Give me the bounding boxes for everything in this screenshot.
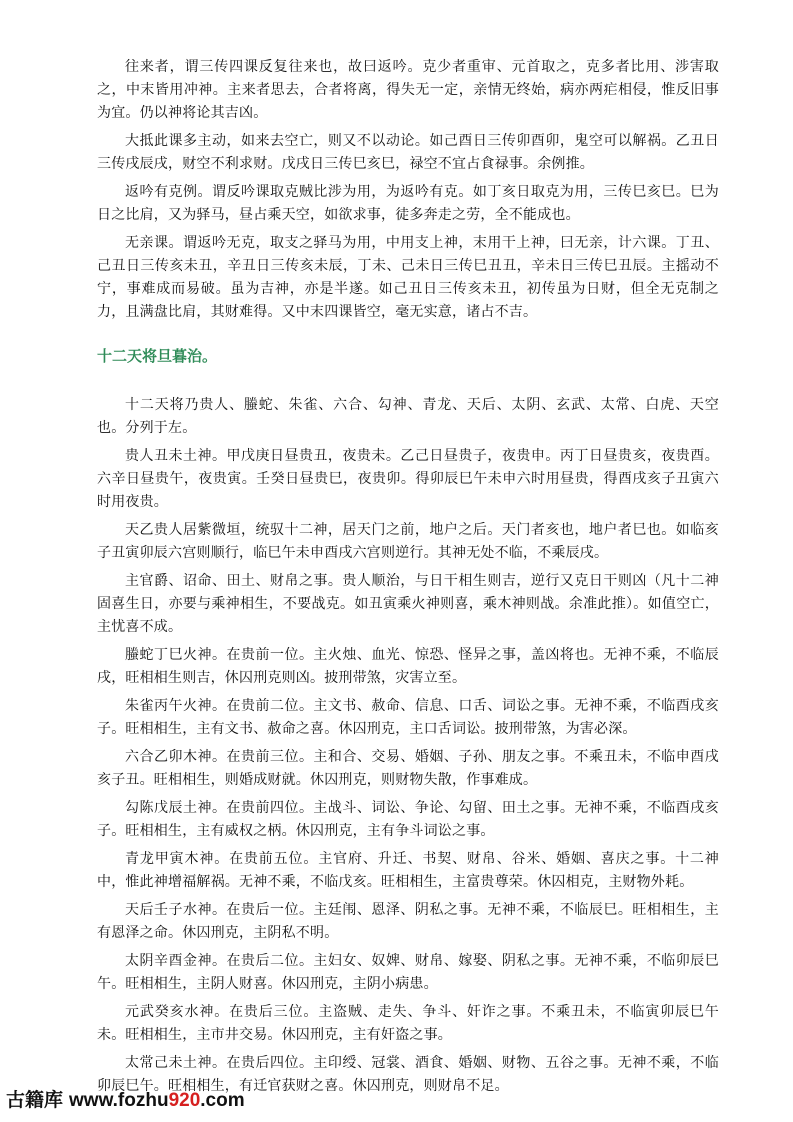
footer-site-name: 古籍库 bbox=[6, 1090, 64, 1111]
paragraph: 主官爵、诏命、田土、财帛之事。贵人顺治，与日干相生则吉，逆行又克日干则凶（凡十二神固喜生日，亦要与乘神相生，不要战克。如丑寅乘火神则喜，乘木神则战。余准此推）。如值空亡，主忧喜不成。 bbox=[97, 573, 719, 635]
paragraph: 十二天将乃贵人、螣蛇、朱雀、六合、勾神、青龙、天后、太阴、玄武、太常、白虎、天空也。分列于左。 bbox=[97, 397, 719, 436]
paragraph: 大抵此课多主动，如来去空亡，则又不以动论。如己酉日三传卯酉卯，鬼空可以解祸。乙丑日三传戌辰戌，财空不利求财。戊戌日三传巳亥巳，禄空不宜占食禄事。余例推。 bbox=[97, 133, 719, 172]
footer-url-accent: 920 bbox=[168, 1090, 201, 1111]
paragraph: 无亲课。谓返吟无克，取支之驿马为用，中用支上神，末用干上神，曰无亲，计六课。丁丑、己丑日三传亥未丑，辛丑日三传亥未辰，丁未、己未日三传巳丑丑，辛未日三传巳丑辰。主摇动不宁，事难成而易破。虽为吉神，亦是半遂。如己丑日三传亥未丑，初传虽为日财，但全无克制之力，且满盘比肩，其财难得。又中末四课皆空，毫无实意，诸占不吉。 bbox=[97, 235, 719, 320]
paragraph: 天后壬子水神。在贵后一位。主廷闱、恩泽、阴私之事。无神不乘，不临辰巳。旺相相生，主有恩泽之命。休囚刑克，主阴私不明。 bbox=[97, 902, 719, 941]
paragraph: 返吟有克例。谓反吟课取克贼比涉为用，为返吟有克。如丁亥日取克为用，三传巳亥巳。巳为日之比肩，又为驿马，昼占乘天空，如欲求事，徒多奔走之劳，全不能成也。 bbox=[97, 184, 719, 223]
paragraph: 朱雀丙午火神。在贵前二位。主文书、赦命、信息、口舌、词讼之事。无神不乘，不临酉戌亥子。旺相相生，主有文书、赦命之喜。休囚刑克，主口舌词讼。披刑带煞，为害必深。 bbox=[97, 698, 719, 737]
section-heading: 十二天将旦暮治。 bbox=[97, 347, 218, 365]
paragraph: 青龙甲寅木神。在贵前五位。主官府、升迁、书契、财帛、谷米、婚姻、喜庆之事。十二神中，惟此神增福解祸。无神不乘，不临戊亥。旺相相生，主富贵尊荣。休囚相克，主财物外耗。 bbox=[97, 851, 719, 890]
paragraph: 天乙贵人居紫微垣，统驭十二神，居天门之前，地户之后。天门者亥也，地户者巳也。如临亥子丑寅卯辰六宫则顺行，临巳午未申酉戌六宫则逆行。其神无处不临，不乘辰戌。 bbox=[97, 522, 719, 561]
paragraph-group-top bbox=[97, 56, 719, 324]
footer-url-prefix: www.fozhu bbox=[69, 1090, 169, 1111]
paragraph: 六合乙卯木神。在贵前三位。主和合、交易、婚姻、子孙、朋友之事。不乘丑未，不临申酉戌亥子丑。旺相相生，则婚成财就。休囚刑克，则财物失散，作事难成。 bbox=[97, 749, 719, 788]
paragraph: 元武癸亥水神。在贵后三位。主盗贼、走失、争斗、奸诈之事。不乘丑未，不临寅卯辰巳午未。旺相相生，主市井交易。休囚刑克，主有奸盗之事。 bbox=[97, 1004, 719, 1043]
footer-url-suffix: .com bbox=[200, 1090, 245, 1111]
document-body bbox=[97, 56, 719, 1103]
paragraph: 贵人丑未土神。甲戊庚日昼贵丑，夜贵未。乙己日昼贵子，夜贵申。丙丁日昼贵亥，夜贵酉。六辛日昼贵午，夜贵寅。壬癸日昼贵巳，夜贵卯。得卯辰巳午未申六时用昼贵，得酉戌亥子丑寅六时用夜贵。 bbox=[97, 448, 719, 510]
paragraph: 太常己未土神。在贵后四位。主印绶、冠裳、酒食、婚姻、财物、五谷之事。无神不乘，不临卯辰巳午。旺相相生，有迁官获财之喜。休囚刑克，则财帛不足。 bbox=[97, 1055, 719, 1094]
paragraph-group-bottom bbox=[97, 394, 719, 1098]
paragraph: 往来者，谓三传四课反复往来也，故曰返吟。克少者重审、元首取之，克多者比用、涉害取之，中末皆用冲神。主来者思去，合者将离，得失无一定，亲情无终始，病亦两疟相侵，惟反旧事为宜。仍以神将论其吉凶。 bbox=[97, 59, 719, 121]
paragraph: 太阴辛酉金神。在贵后二位。主妇女、奴婢、财帛、嫁娶、阴私之事。无神不乘，不临卯辰巳午。旺相相生，主阴人财喜。休囚刑克，主阴小病患。 bbox=[97, 953, 719, 992]
footer-url bbox=[69, 1090, 245, 1112]
footer-watermark bbox=[6, 1085, 245, 1115]
paragraph: 勾陈戊辰土神。在贵前四位。主战斗、词讼、争论、勾留、田土之事。无神不乘，不临酉戌亥子。旺相相生，主有威权之柄。休囚刑克，主有争斗词讼之事。 bbox=[97, 800, 719, 839]
paragraph: 螣蛇丁巳火神。在贵前一位。主火烛、血光、惊恐、怪异之事，盖凶将也。无神不乘，不临辰戌，旺相相生则吉，休囚刑克则凶。披刑带煞，灾害立至。 bbox=[97, 647, 719, 686]
